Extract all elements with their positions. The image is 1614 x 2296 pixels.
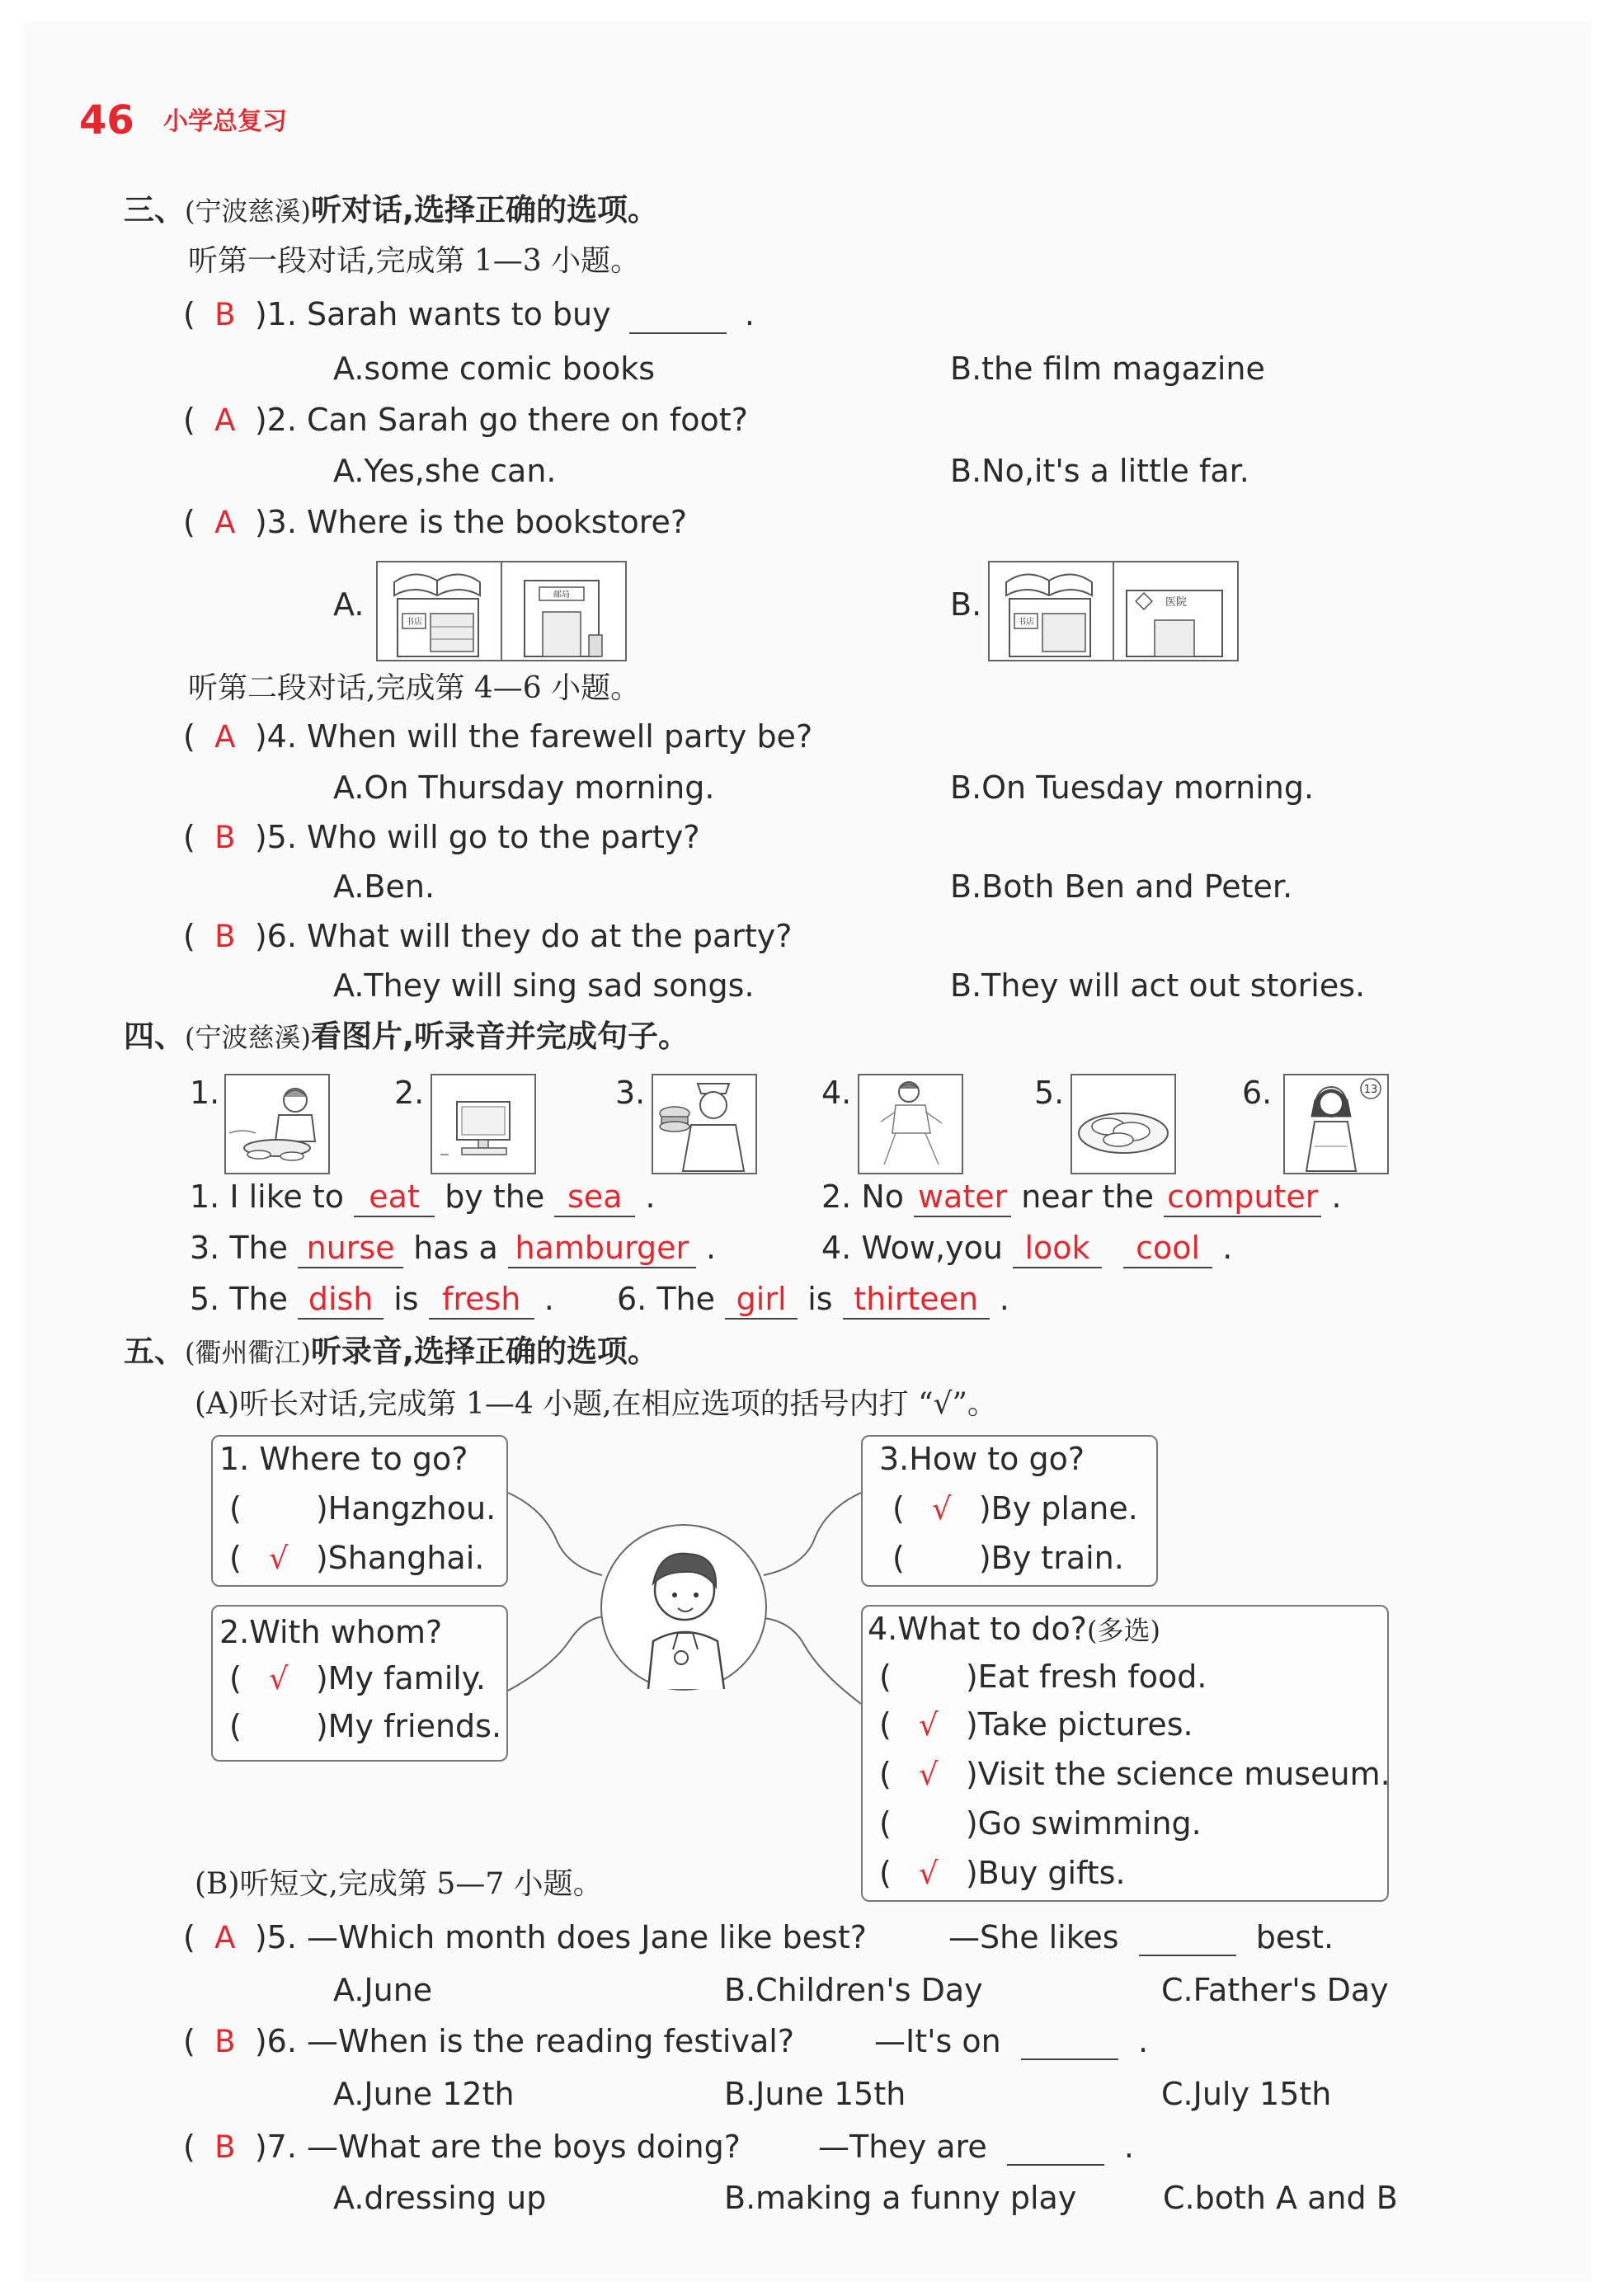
box4-option-4-text: )Go swimming. [965, 1805, 1202, 1842]
box4-option-4: ( )Go swimming. [879, 1805, 1202, 1842]
s3-q2-answer: A [214, 402, 236, 438]
box2-option-1: ( √ )My family. [229, 1660, 486, 1696]
s4-s2-end: . [1331, 1179, 1342, 1215]
s5-q7-text: )7. —What are the boys doing? [254, 2129, 741, 2165]
s4-s5-middle: is [393, 1281, 419, 1317]
s4-s4-blank-2: cool [1123, 1229, 1212, 1268]
section5-prefix: 五、 [124, 1334, 185, 1369]
s5-q6-row: ( B )6. —When is the reading festival? [183, 2023, 794, 2059]
section3-part2: 听第二段对话,完成第 4—6 小题。 [188, 671, 641, 705]
box3-title: 3.How to go? [879, 1441, 1085, 1477]
box2-option-2-text: )My friends. [315, 1708, 502, 1744]
s3-q2-row: ( A )2. Can Sarah go there on foot? [183, 402, 748, 438]
s3-q6-row: ( B )6. What will they do at the party? [183, 918, 793, 954]
box2-option-2: ( )My friends. [229, 1708, 502, 1744]
section3-source: (宁波慈溪) [185, 195, 311, 227]
box2-option-1-text: )My family. [315, 1660, 486, 1696]
s4-s5-end: . [543, 1281, 554, 1317]
s5-q6-option-a: A.June 12th [333, 2076, 515, 2112]
post-office-sign: 邮局 [553, 590, 570, 600]
s5-q7-blank [1007, 2133, 1104, 2166]
s3-q6-option-b: B.They will act out stories. [950, 967, 1366, 1004]
s5-q6-reply-text: —It's on [874, 2023, 1001, 2059]
s3-q5-row: ( B )5. Who will go to the party? [183, 819, 700, 855]
pic-number-3: 3. [615, 1075, 646, 1111]
section5-partB: (B)听短文,完成第 5—7 小题。 [195, 1867, 603, 1901]
s4-s4-blank-1: look [1013, 1229, 1102, 1268]
s3-q3-answer: A [214, 505, 236, 540]
section3-part1: 听第一段对话,完成第 1—3 小题。 [188, 244, 641, 278]
s3-q1-option-b: B.the film magazine [950, 351, 1265, 387]
box4-option-3: ( √ )Visit the science museum. [879, 1756, 1390, 1792]
s5-q7-reply [818, 2128, 1134, 2166]
s5-q7-option-a: A.dressing up [333, 2180, 547, 2216]
s4-s2-blank-1: water [914, 1178, 1011, 1217]
s5-q7-reply-text: —They are [818, 2129, 987, 2165]
s3-q4-answer: A [214, 719, 236, 755]
s3-q6-text: )6. What will they do at the party? [254, 918, 793, 954]
s5-q7-reply-tail: . [1123, 2129, 1134, 2165]
s4-s4-end: . [1222, 1230, 1233, 1266]
s4-s6-end: . [999, 1281, 1009, 1317]
section3-title: 听对话,选择正确的选项。 [310, 192, 659, 228]
s4-s6-middle: is [807, 1281, 833, 1317]
box4-option-2: ( √ )Take pictures. [879, 1706, 1193, 1743]
section5-title: 听录音,选择正确的选项。 [310, 1334, 659, 1369]
s4-s6-start: 6. The [617, 1281, 716, 1317]
s5-q6-option-c: C.July 15th [1161, 2076, 1332, 2112]
s4-s5-blank-1: dish [298, 1280, 384, 1320]
section4-source: (宁波慈溪) [185, 1022, 311, 1053]
box1-option-1: ( )Hangzhou. [229, 1490, 496, 1527]
s3-q3-option-a: A. [333, 586, 365, 623]
s3-q4-row: ( A )4. When will the farewell party be? [183, 718, 813, 755]
pic-number-5: 5. [1034, 1075, 1065, 1111]
box3-option-2-text: )By train. [978, 1540, 1124, 1576]
book-title: 小学总复习 [163, 107, 287, 136]
box4-option-3-text: )Visit the science museum. [965, 1756, 1390, 1792]
s3-q2-option-a: A.Yes,she can. [333, 453, 557, 489]
section4-title: 看图片,听录音并完成句子。 [310, 1019, 689, 1054]
section5-source: (衢州衢江) [185, 1337, 311, 1368]
s4-s1-blank-2: sea [554, 1178, 635, 1217]
s3-q1-tail: . [744, 296, 755, 332]
pic-number-4: 4. [821, 1075, 852, 1111]
s5-q5-reply-text: —She likes [948, 1919, 1119, 1955]
box3-option-1-text: )By plane. [978, 1490, 1138, 1527]
s3-q6-answer: B [214, 919, 236, 954]
box1-option-1-text: )Hangzhou. [315, 1490, 496, 1527]
s5-q6-reply-tail: . [1137, 2023, 1149, 2059]
box4-option-1-text: )Eat fresh food. [965, 1658, 1207, 1695]
s5-q6-option-b: B.June 15th [724, 2076, 906, 2112]
box4-option-2-text: )Take pictures. [965, 1706, 1193, 1743]
box4-title-text: 4.What to do? [868, 1611, 1087, 1647]
s4-s1-middle: by the [445, 1179, 545, 1215]
box4-title-note: (多选) [1086, 1615, 1160, 1646]
s5-q5-answer: A [214, 1920, 236, 1955]
s3-q5-option-b: B.Both Ben and Peter. [950, 868, 1293, 905]
s5-q7-row: ( B )7. —What are the boys doing? [183, 2129, 741, 2165]
pic-number-1: 1. [190, 1075, 220, 1111]
s5-q7-option-b: B.making a funny play [724, 2180, 1077, 2216]
s3-q4-text: )4. When will the farewell party be? [254, 718, 813, 755]
s4-s2-middle: near the [1021, 1179, 1155, 1215]
age-badge: 13 [1363, 1084, 1378, 1096]
box3-option-1: ( √ )By plane. [892, 1490, 1138, 1527]
s5-q5-option-c: C.Father's Day [1161, 1972, 1389, 2008]
s5-q6-blank [1021, 2027, 1118, 2060]
s3-q3-option-b: B. [950, 586, 982, 623]
s5-q6-text: )6. —When is the reading festival? [254, 2023, 794, 2059]
section5-partA: (A)听长对话,完成第 1—4 小题,在相应选项的括号内打 “√”。 [195, 1387, 997, 1421]
s4-s4-start: 4. Wow,you [821, 1230, 1003, 1266]
s4-s2-start: 2. No [821, 1179, 905, 1215]
box1-title: 1. Where to go? [219, 1441, 468, 1477]
center-boy-circle [600, 1524, 767, 1691]
s3-q4-option-a: A.On Thursday morning. [333, 769, 715, 806]
s4-s3-middle: has a [413, 1230, 498, 1266]
s5-q5-row: ( A )5. —Which month does Jane like best? [183, 1919, 867, 1955]
s3-q3-row: ( A )3. Where is the bookstore? [183, 504, 688, 540]
s3-q1-option-a: A.some comic books [333, 351, 656, 387]
s5-q6-answer: B [214, 2024, 236, 2059]
s5-q5-reply-tail: best. [1255, 1919, 1334, 1955]
section3-prefix: 三、 [124, 192, 185, 228]
box1-option-2-mark: √ [269, 1541, 289, 1576]
boy-portrait-icon [602, 1526, 765, 1689]
s4-s3-end: . [705, 1230, 717, 1266]
s4-s5-start: 5. The [190, 1281, 289, 1317]
pic-number-2: 2. [394, 1075, 425, 1111]
hospital-sign: 医院 [1165, 596, 1188, 609]
s5-q7-option-c: C.both A and B [1163, 2180, 1398, 2216]
s5-q6-reply [874, 2022, 1148, 2060]
s3-q2-option-b: B.No,it's a little far. [950, 453, 1249, 489]
bookstore-sign: 书店 [406, 618, 422, 627]
s4-s1-blank-1: eat [354, 1178, 435, 1217]
page-number: 46 [79, 97, 134, 144]
s4-s5-blank-2: fresh [429, 1280, 534, 1320]
s5-q7-answer: B [214, 2129, 236, 2165]
s4-s2-blank-2: computer [1164, 1178, 1321, 1217]
s3-q4-option-b: B.On Tuesday morning. [950, 769, 1315, 806]
box4-option-5: ( √ )Buy gifts. [879, 1855, 1126, 1891]
s4-s3-start: 3. The [190, 1230, 289, 1266]
s3-q1-text: )1. Sarah wants to buy [254, 296, 611, 332]
s5-q5-option-b: B.Children's Day [724, 1972, 983, 2008]
s4-s6-blank-1: girl [725, 1280, 798, 1320]
s3-q3-text: )3. Where is the bookstore? [254, 504, 688, 540]
box4-option-2-mark: √ [919, 1707, 939, 1743]
box4-option-5-text: )Buy gifts. [965, 1855, 1126, 1891]
s5-q5-blank [1139, 1923, 1236, 1956]
s3-q6-option-a: A.They will sing sad songs. [333, 967, 755, 1004]
box3-option-2: ( )By train. [892, 1540, 1124, 1576]
box4-option-1: ( )Eat fresh food. [879, 1658, 1207, 1695]
s4-s1-end: . [645, 1179, 656, 1215]
s3-q5-text: )5. Who will go to the party? [254, 819, 700, 855]
pic-number-6: 6. [1242, 1075, 1273, 1111]
s3-q5-option-a: A.Ben. [333, 868, 435, 905]
box1-option-2-text: )Shanghai. [315, 1540, 485, 1576]
s4-s6-blank-2: thirteen [843, 1280, 990, 1320]
s4-s3-blank-2: hamburger [508, 1229, 696, 1268]
s3-q1-answer: B [214, 297, 236, 332]
s4-s1-start: 1. I like to [190, 1179, 344, 1215]
s3-q1-row: ( B )1. Sarah wants to buy . [183, 296, 755, 332]
s4-s3-blank-1: nurse [298, 1229, 403, 1268]
box4-title [868, 1610, 1160, 1649]
s5-q5-text: )5. —Which month does Jane like best? [254, 1919, 867, 1955]
s3-q2-text: )2. Can Sarah go there on foot? [254, 402, 748, 438]
box4-option-5-mark: √ [919, 1856, 939, 1891]
s3-q5-answer: B [214, 820, 236, 855]
box4-option-3-mark: √ [919, 1757, 939, 1792]
s5-q5-option-a: A.June [333, 1972, 433, 2008]
bookstore-sign-b: 书店 [1018, 618, 1034, 627]
s5-q5-reply [948, 1918, 1334, 1956]
box3-option-1-mark: √ [932, 1491, 952, 1527]
section4-prefix: 四、 [124, 1019, 185, 1054]
box1-option-2: ( √ )Shanghai. [229, 1540, 485, 1576]
box2-title: 2.With whom? [219, 1614, 443, 1650]
box2-option-1-mark: √ [269, 1661, 289, 1696]
